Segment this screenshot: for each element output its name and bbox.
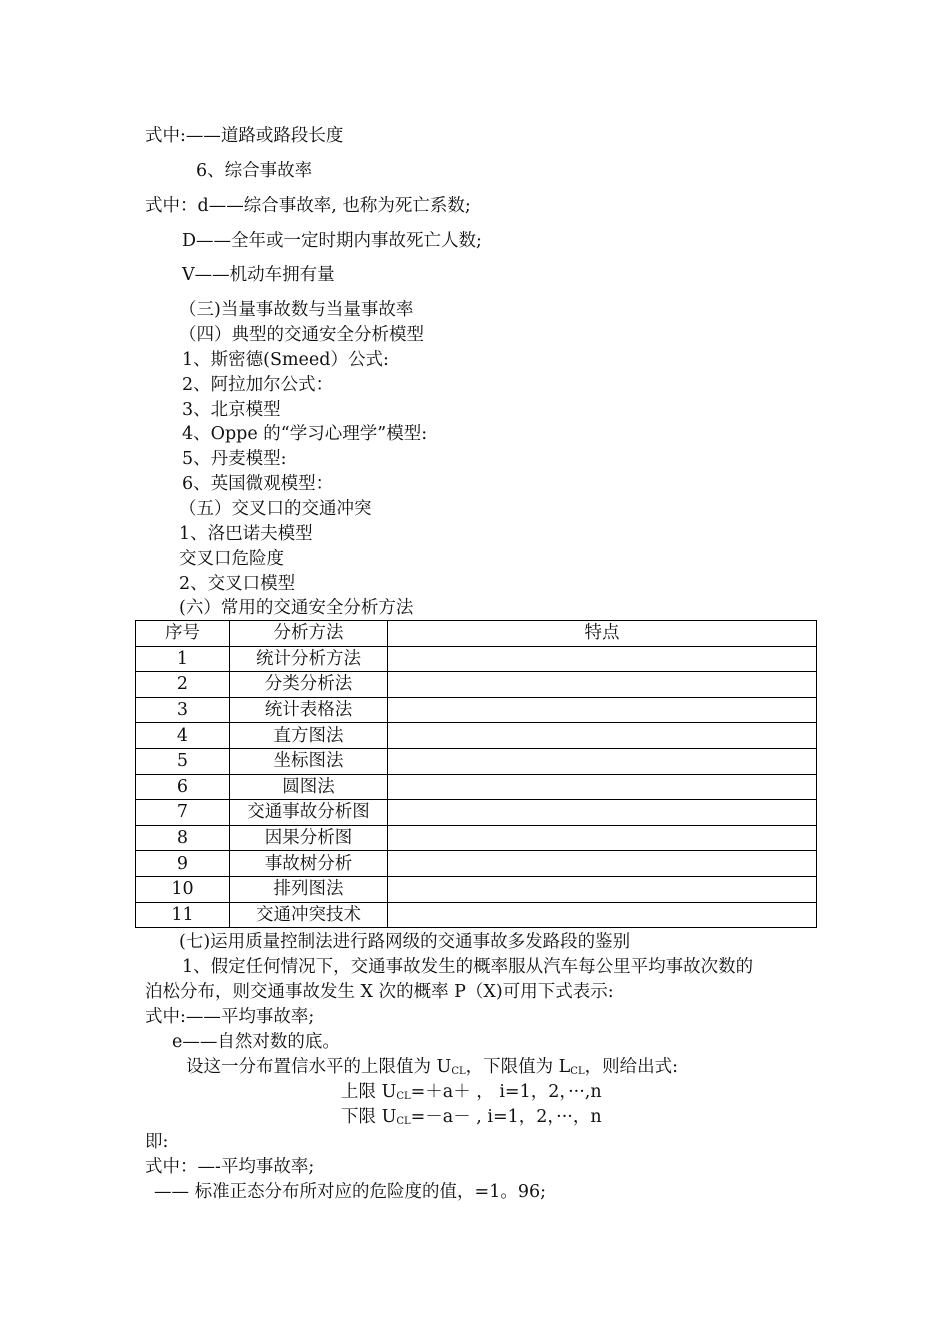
subscript: CL	[396, 1091, 411, 1102]
table-cell: 直方图法	[230, 723, 388, 749]
table-cell: 统计分析方法	[230, 646, 388, 672]
text-line: 1、假定任何情况下，交通事故发生的概率服从汽车每公里平均事故次数的	[182, 957, 754, 977]
table-row	[136, 876, 817, 902]
section-heading: (七)运用质量控制法进行路网级的交通事故多发路段的鉴别	[179, 932, 631, 952]
table-cell: 2	[136, 672, 230, 698]
table-cell: 事故树分析	[230, 851, 388, 877]
subscript: CL	[451, 1066, 466, 1077]
table-cell: 7	[136, 800, 230, 826]
table-cell: 因果分析图	[230, 825, 388, 851]
table-cell	[388, 723, 817, 749]
text-line: 6、英国微观模型：	[182, 474, 334, 494]
text-line: 2、交叉口模型	[179, 574, 296, 594]
section-heading: （四）典型的交通安全分析模型	[179, 325, 424, 345]
text-line: 式中:——道路或路段长度	[145, 126, 344, 146]
table-row	[136, 748, 817, 774]
table-row	[136, 774, 817, 800]
table-header-row	[136, 621, 817, 647]
table-cell: 4	[136, 723, 230, 749]
table-cell: 交通事故分析图	[230, 800, 388, 826]
column-header: 分析方法	[230, 621, 388, 647]
table-cell: 11	[136, 902, 230, 928]
text-line: e——自然对数的底。	[172, 1032, 340, 1052]
text-line: D——全年或一定时期内事故死亡人数;	[182, 231, 482, 251]
text-segment: 设这一分布置信水平的上限值为 U	[186, 1057, 452, 1077]
table-cell	[388, 748, 817, 774]
text-line: 2、阿拉加尔公式：	[182, 375, 334, 395]
table-cell: 5	[136, 748, 230, 774]
text-line: 泊松分布，则交通事故发生 X 次的概率 P（X)可用下式表示:	[145, 982, 614, 1002]
text-line: 式中：d——综合事故率, 也称为死亡系数;	[145, 196, 471, 216]
table-cell: 9	[136, 851, 230, 877]
table-cell: 排列图法	[230, 876, 388, 902]
table-cell: 圆图法	[230, 774, 388, 800]
table-cell: 1	[136, 646, 230, 672]
text-segment: =－a－ , i=1，2，···，n	[410, 1107, 602, 1127]
column-header: 序号	[136, 621, 230, 647]
text-line: 4、Oppe 的“学习心理学”模型:	[182, 424, 428, 444]
table-cell	[388, 825, 817, 851]
table-cell	[388, 902, 817, 928]
methods-table	[135, 620, 817, 928]
subscript: CL	[570, 1066, 585, 1077]
section-heading: (六）常用的交通安全分析方法	[179, 598, 414, 618]
table-cell: 分类分析法	[230, 672, 388, 698]
text-line: 5、丹麦模型:	[182, 449, 287, 469]
table-row	[136, 672, 817, 698]
text-line: 式中:——平均事故率;	[145, 1007, 315, 1027]
table-cell: 统计表格法	[230, 697, 388, 723]
column-header: 特点	[388, 621, 817, 647]
table-row	[136, 723, 817, 749]
text-line: 1、斯密德(Smeed）公式:	[182, 350, 389, 370]
section-heading: （三)当量事故数与当量事故率	[179, 300, 414, 320]
table-row	[136, 902, 817, 928]
table-cell: 3	[136, 697, 230, 723]
text-segment: 上限 U	[341, 1082, 397, 1102]
table-cell: 10	[136, 876, 230, 902]
text-line: 即:	[145, 1132, 169, 1152]
table-cell	[388, 851, 817, 877]
table-cell: 8	[136, 825, 230, 851]
text-segment: ，则给出式:	[584, 1057, 678, 1077]
text-segment: =＋a＋ ， i=1，2，···,n	[410, 1082, 602, 1102]
table-cell	[388, 800, 817, 826]
text-segment: 下限 U	[341, 1107, 397, 1127]
table-cell: 坐标图法	[230, 748, 388, 774]
table-row	[136, 851, 817, 877]
table-cell: 交通冲突技术	[230, 902, 388, 928]
table-cell	[388, 876, 817, 902]
table-cell	[388, 672, 817, 698]
table-row	[136, 697, 817, 723]
text-line: 交叉口危险度	[179, 549, 284, 569]
text-line: V——机动车拥有量	[182, 265, 335, 285]
text-line: 1、洛巴诺夫模型	[179, 524, 313, 544]
text-line: —— 标准正态分布所对应的危险度的值，=1。96;	[154, 1182, 547, 1202]
table-cell: 6	[136, 774, 230, 800]
subscript: CL	[396, 1116, 411, 1127]
text-line: 式中：—-平均事故率;	[145, 1157, 315, 1177]
table-row	[136, 825, 817, 851]
table-row	[136, 646, 817, 672]
text-line: 3、北京模型	[182, 400, 281, 420]
table-cell	[388, 697, 817, 723]
table-row	[136, 800, 817, 826]
text-segment: ，下限值为 L	[465, 1057, 571, 1077]
formula-lower	[341, 1105, 602, 1134]
table-cell	[388, 774, 817, 800]
section-heading: （五）交叉口的交通冲突	[179, 499, 372, 519]
table-cell	[388, 646, 817, 672]
text-line: 6、综合事故率	[196, 161, 313, 181]
